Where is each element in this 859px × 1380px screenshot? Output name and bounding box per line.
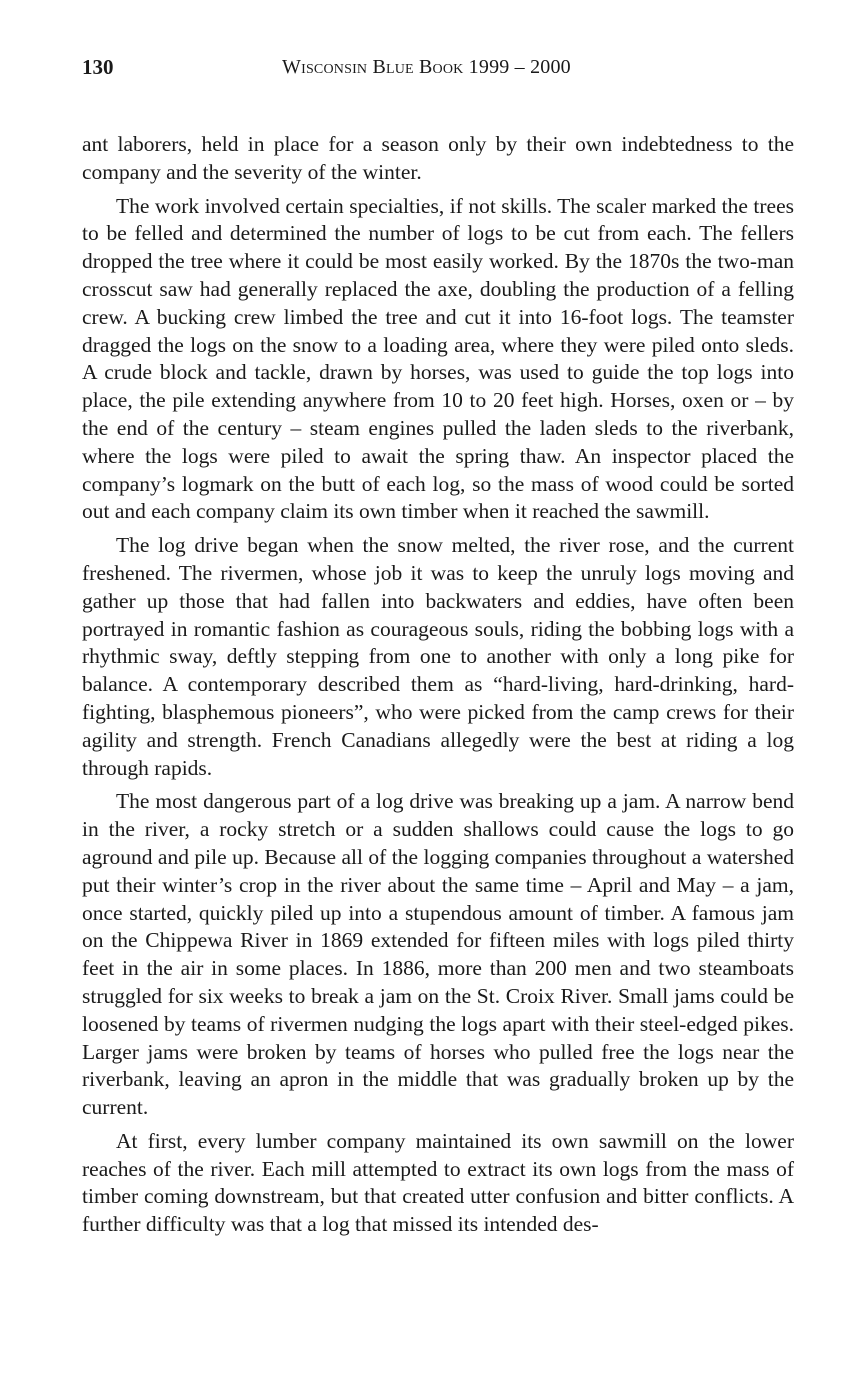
page-number: 130 (82, 55, 114, 79)
body-text (82, 131, 794, 1245)
paragraph-log-drive: The log drive began when the snow melted, the river rose, and the current freshened. The rivermen, whose job it was to keep the unruly logs moving and gather up those that had fallen into backwaters and eddies, have often been portrayed in romantic fashion as courageous souls, riding the bobbing logs with a rhythmic sway, deftly stepping from one to another with only a long pike for balance. A contemporary described them as “hard-living, hard-drinking, hard-fighting, blasphemous pioneers”, who were picked from the camp crews for their agility and strength. French Canadians allegedly were the best at riding a log through rapids. (82, 533, 794, 780)
running-header (82, 52, 794, 82)
paragraph-continued: ant laborers, held in place for a season only by their own indebtedness to the company and the severity of the winter. (82, 132, 794, 184)
paragraph-work-specialties: The work involved certain specialties, if not skills. The scaler marked the trees to be felled and determined the number of logs to be cut from each. The fellers dropped the tree where it could be most easily worked. By the 1870s the two-man crosscut saw had generally replaced the axe, doubling the production of a felling crew. A bucking crew limbed the tree and cut it into 16-foot logs. The teamster dragged the logs on the snow to a loading area, where they were piled onto sleds. A crude block and tackle, drawn by horses, was used to guide the top logs into place, the pile extending anywhere from 10 to 20 feet high. Horses, oxen or – by the end of the century – steam engines pulled the laden sleds to the riverbank, where the logs were piled to await the spring thaw. An inspector placed the company’s logmark on the butt of each log, so the mass of wood could be sorted out and each company claim its own timber when it reached the sawmill. (82, 193, 794, 524)
running-title: Wisconsin Blue Book 1999 – 2000 (282, 56, 571, 78)
paragraph-log-jam: The most dangerous part of a log drive was breaking up a jam. A narrow bend in the river, a rocky stretch or a sudden shallows could cause the logs to go aground and pile up. Because all of the logging companies throughout a watershed put their winter’s crop in the river about the same time – April and May – a jam, once started, quickly piled up into a stupendous amount of timber. A famous jam on the Chippewa River in 1869 extended for fifteen miles with logs piled thirty feet in the air in some places. In 1886, more than 200 men and two steamboats struggled for six weeks to break a jam on the St. Croix River. Small jams could be loosened by teams of rivermen nudging the logs apart with their steel-edged pikes. Larger jams were broken by teams of horses who pulled free the logs near the riverbank, leaving an apron in the middle that was gradually broken up by the current. (82, 789, 794, 1120)
paragraph-sawmills: At first, every lumber company maintained its own sawmill on the lower reaches of the river. Each mill attempted to extract its own logs from the mass of timber coming downstream, but that created utter confusion and bitter conflicts. A further difficulty was that a log that missed its intended des- (82, 1128, 794, 1237)
